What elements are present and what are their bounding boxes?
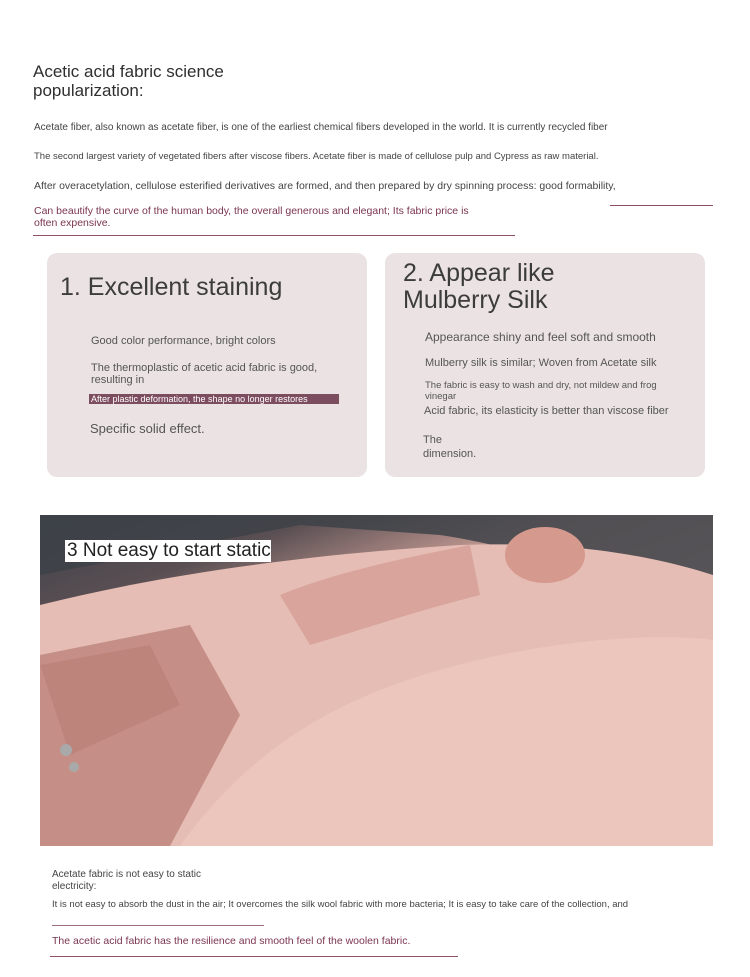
intro-line-3: After overacetylation, cellulose esterified derivatives are formed, and then prepared by dry spinning process: good formability, [34,180,616,192]
card-text: Specific solid effect. [90,421,205,436]
intro-line-2: The second largest variety of vegetated fibers after viscose fibers. Acetate fiber is made of cellulose pulp and Cypress as raw material. [34,151,599,162]
card-text: The fabric is easy to wash and dry, not mildew and frog vinegar [425,380,657,402]
intro-line-4: Can beautify the curve of the human body, the overall generous and elegant; Its fabric price is often expensive. [34,205,469,229]
divider [33,235,515,236]
card-text: Good color performance, bright colors [91,335,276,347]
highlighted-text: After plastic deformation, the shape no longer restores [89,394,339,404]
card-text: Mulberry silk is similar; Woven from Acetate silk [425,357,657,369]
body-text: The acetic acid fabric has the resilience and smooth feel of the woolen fabric. [52,935,411,947]
body-text: Acetate fabric is not easy to static electricity: [52,869,201,892]
card-text: The thermoplastic of acetic acid fabric is good, resulting in [91,362,318,386]
fabric-photo [40,515,713,846]
card-title: 2. Appear like Mulberry Silk [403,259,555,314]
section-title: 3 Not easy to start static [67,540,271,561]
card-title: 1. Excellent staining [60,273,283,301]
fabric-illustration [40,515,713,846]
card-text: Acid fabric, its elasticity is better than viscose fiber [424,405,669,417]
body-text: It is not easy to absorb the dust in the air; It overcomes the silk wool fabric with more bacteria; It is easy to take care of the collection, and [52,899,629,910]
divider [610,205,713,206]
card-text: dimension. [423,448,477,460]
card-text: Appearance shiny and feel soft and smooth [425,330,656,344]
intro-line-1: Acetate fiber, also known as acetate fiber, is one of the earliest chemical fibers developed in the world. It is currently recycled fiber [34,122,608,133]
card-text: The [423,434,442,446]
divider [50,956,458,957]
section-title: Acetic acid fabric science popularization: [33,62,224,100]
divider [52,925,264,926]
